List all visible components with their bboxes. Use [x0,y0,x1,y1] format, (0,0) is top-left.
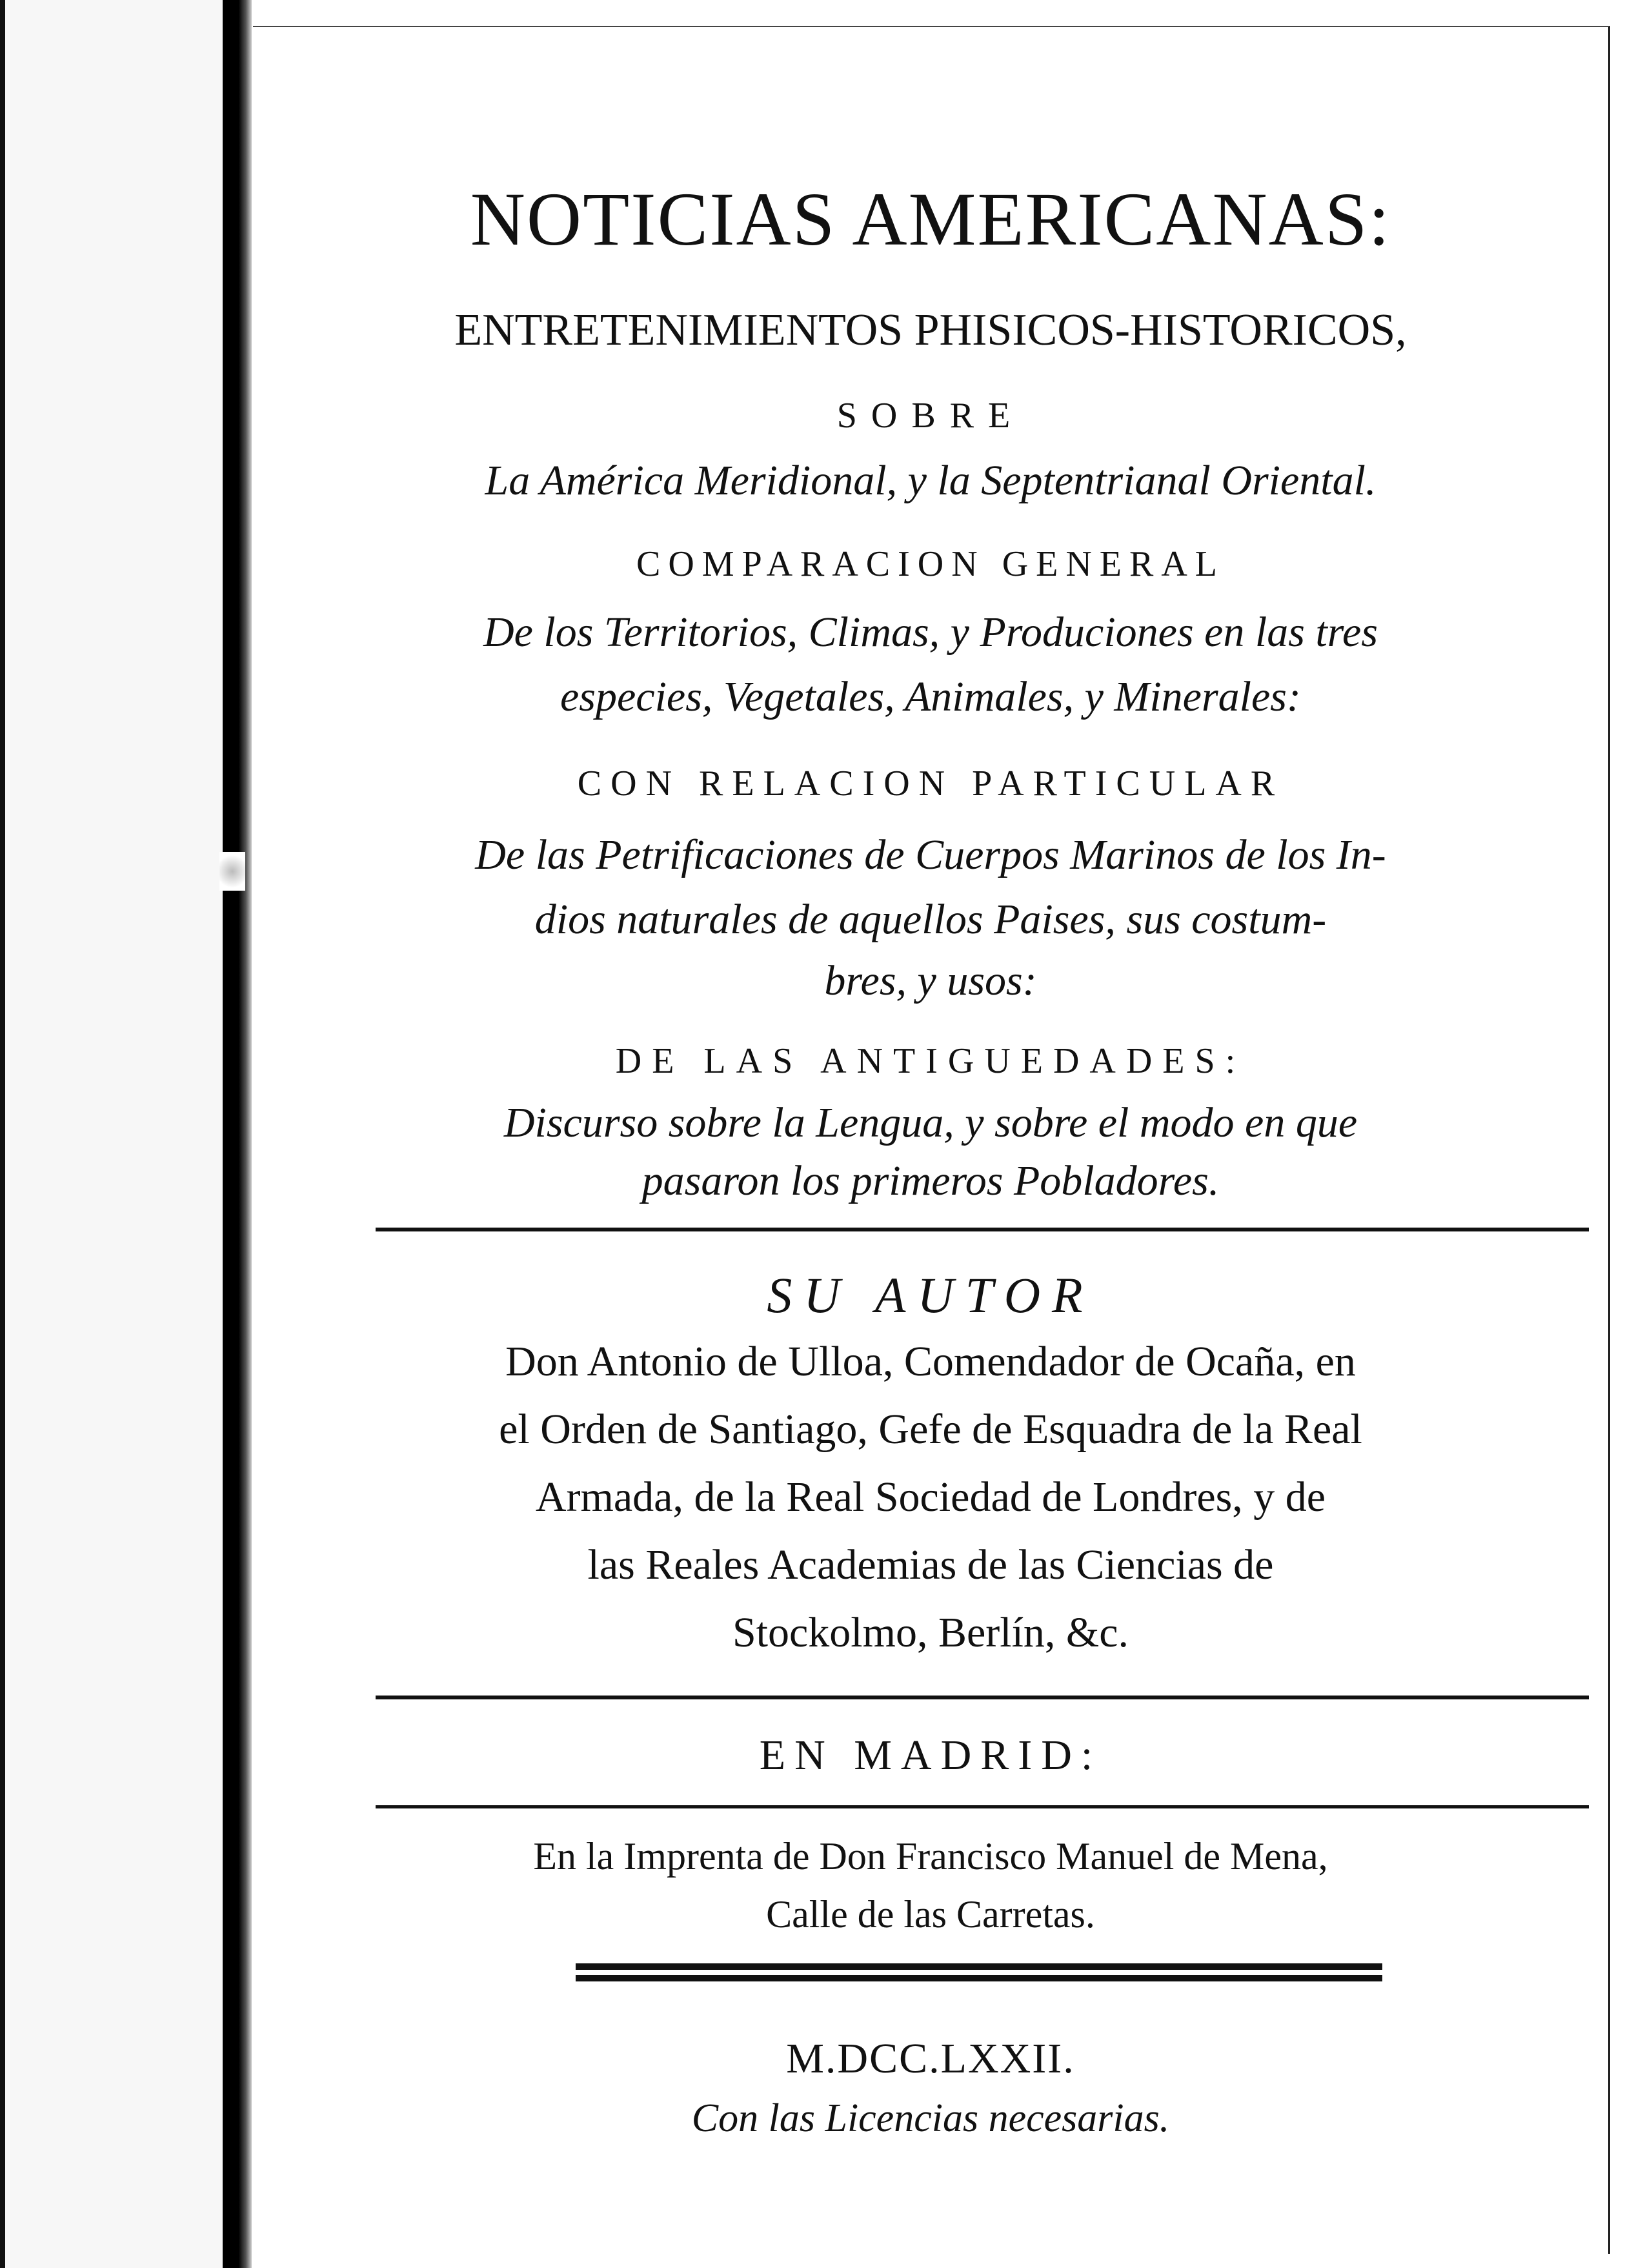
divider-rule [376,1805,1589,1808]
title-page [253,26,1610,2254]
antiguedades-text-2: pasaron los primeros Pobladores. [641,1157,1220,1204]
publication-year: M.DCC.LXXII. [786,2035,1075,2082]
author-line-3: Armada, de la Real Sociedad de Londres, y de [535,1473,1326,1521]
author-line-2: el Orden de Santiago, Gefe de Esquadra de la Real [499,1406,1362,1453]
author-line-5: Stockolmo, Berlín, &c. [732,1609,1129,1656]
author-line-4: las Reales Academias de las Ciencias de [587,1541,1274,1588]
book-title: NOTICIAS AMERICANAS: [470,177,1391,261]
sobre-text: La América Meridional, y la Septentrianal Oriental. [485,457,1377,504]
divider-rule [376,1228,1589,1231]
relacion-text-1: De las Petrificaciones de Cuerpos Marinos de los In- [475,831,1386,878]
author-line-1: Don Antonio de Ulloa, Comendador de Ocaña, en [505,1338,1356,1385]
paper-stain [219,852,245,891]
relacion-text-3: bres, y usos: [824,957,1037,1004]
heading-antiguedades: DE LAS ANTIGUEDADES: [615,1041,1246,1081]
printer-line-2: Calle de las Carretas. [766,1893,1095,1936]
imprint-city: EN MADRID: [759,1732,1102,1779]
comparacion-text-1: De los Territorios, Climas, y Produciones en las tres [483,609,1378,656]
relacion-text-2: dios naturales de aquellos Paises, sus costum- [534,896,1327,943]
printer-line-1: En la Imprenta de Don Francisco Manuel de Mena, [533,1835,1328,1878]
heading-comparacion: COMPARACION GENERAL [636,544,1225,584]
heading-sobre: SOBRE [836,396,1025,436]
flyleaf-edge [0,0,5,2268]
divider-rule [376,1696,1589,1699]
blank-flyleaf [0,0,230,2268]
antiguedades-text-1: Discurso sobre la Lengua, y sobre el modo en que [503,1099,1358,1146]
licenses-line: Con las Licencias necesarias. [691,2096,1170,2140]
comparacion-text-2: especies, Vegetales, Animales, y Minerales: [560,673,1301,720]
heading-relacion: CON RELACION PARTICULAR [577,764,1284,804]
spine-shadow [223,0,252,2268]
double-rule [576,1963,1382,1987]
author-heading: SU AUTOR [767,1267,1094,1323]
book-subtitle: ENTRETENIMIENTOS PHISICOS-HISTORICOS, [454,305,1407,355]
